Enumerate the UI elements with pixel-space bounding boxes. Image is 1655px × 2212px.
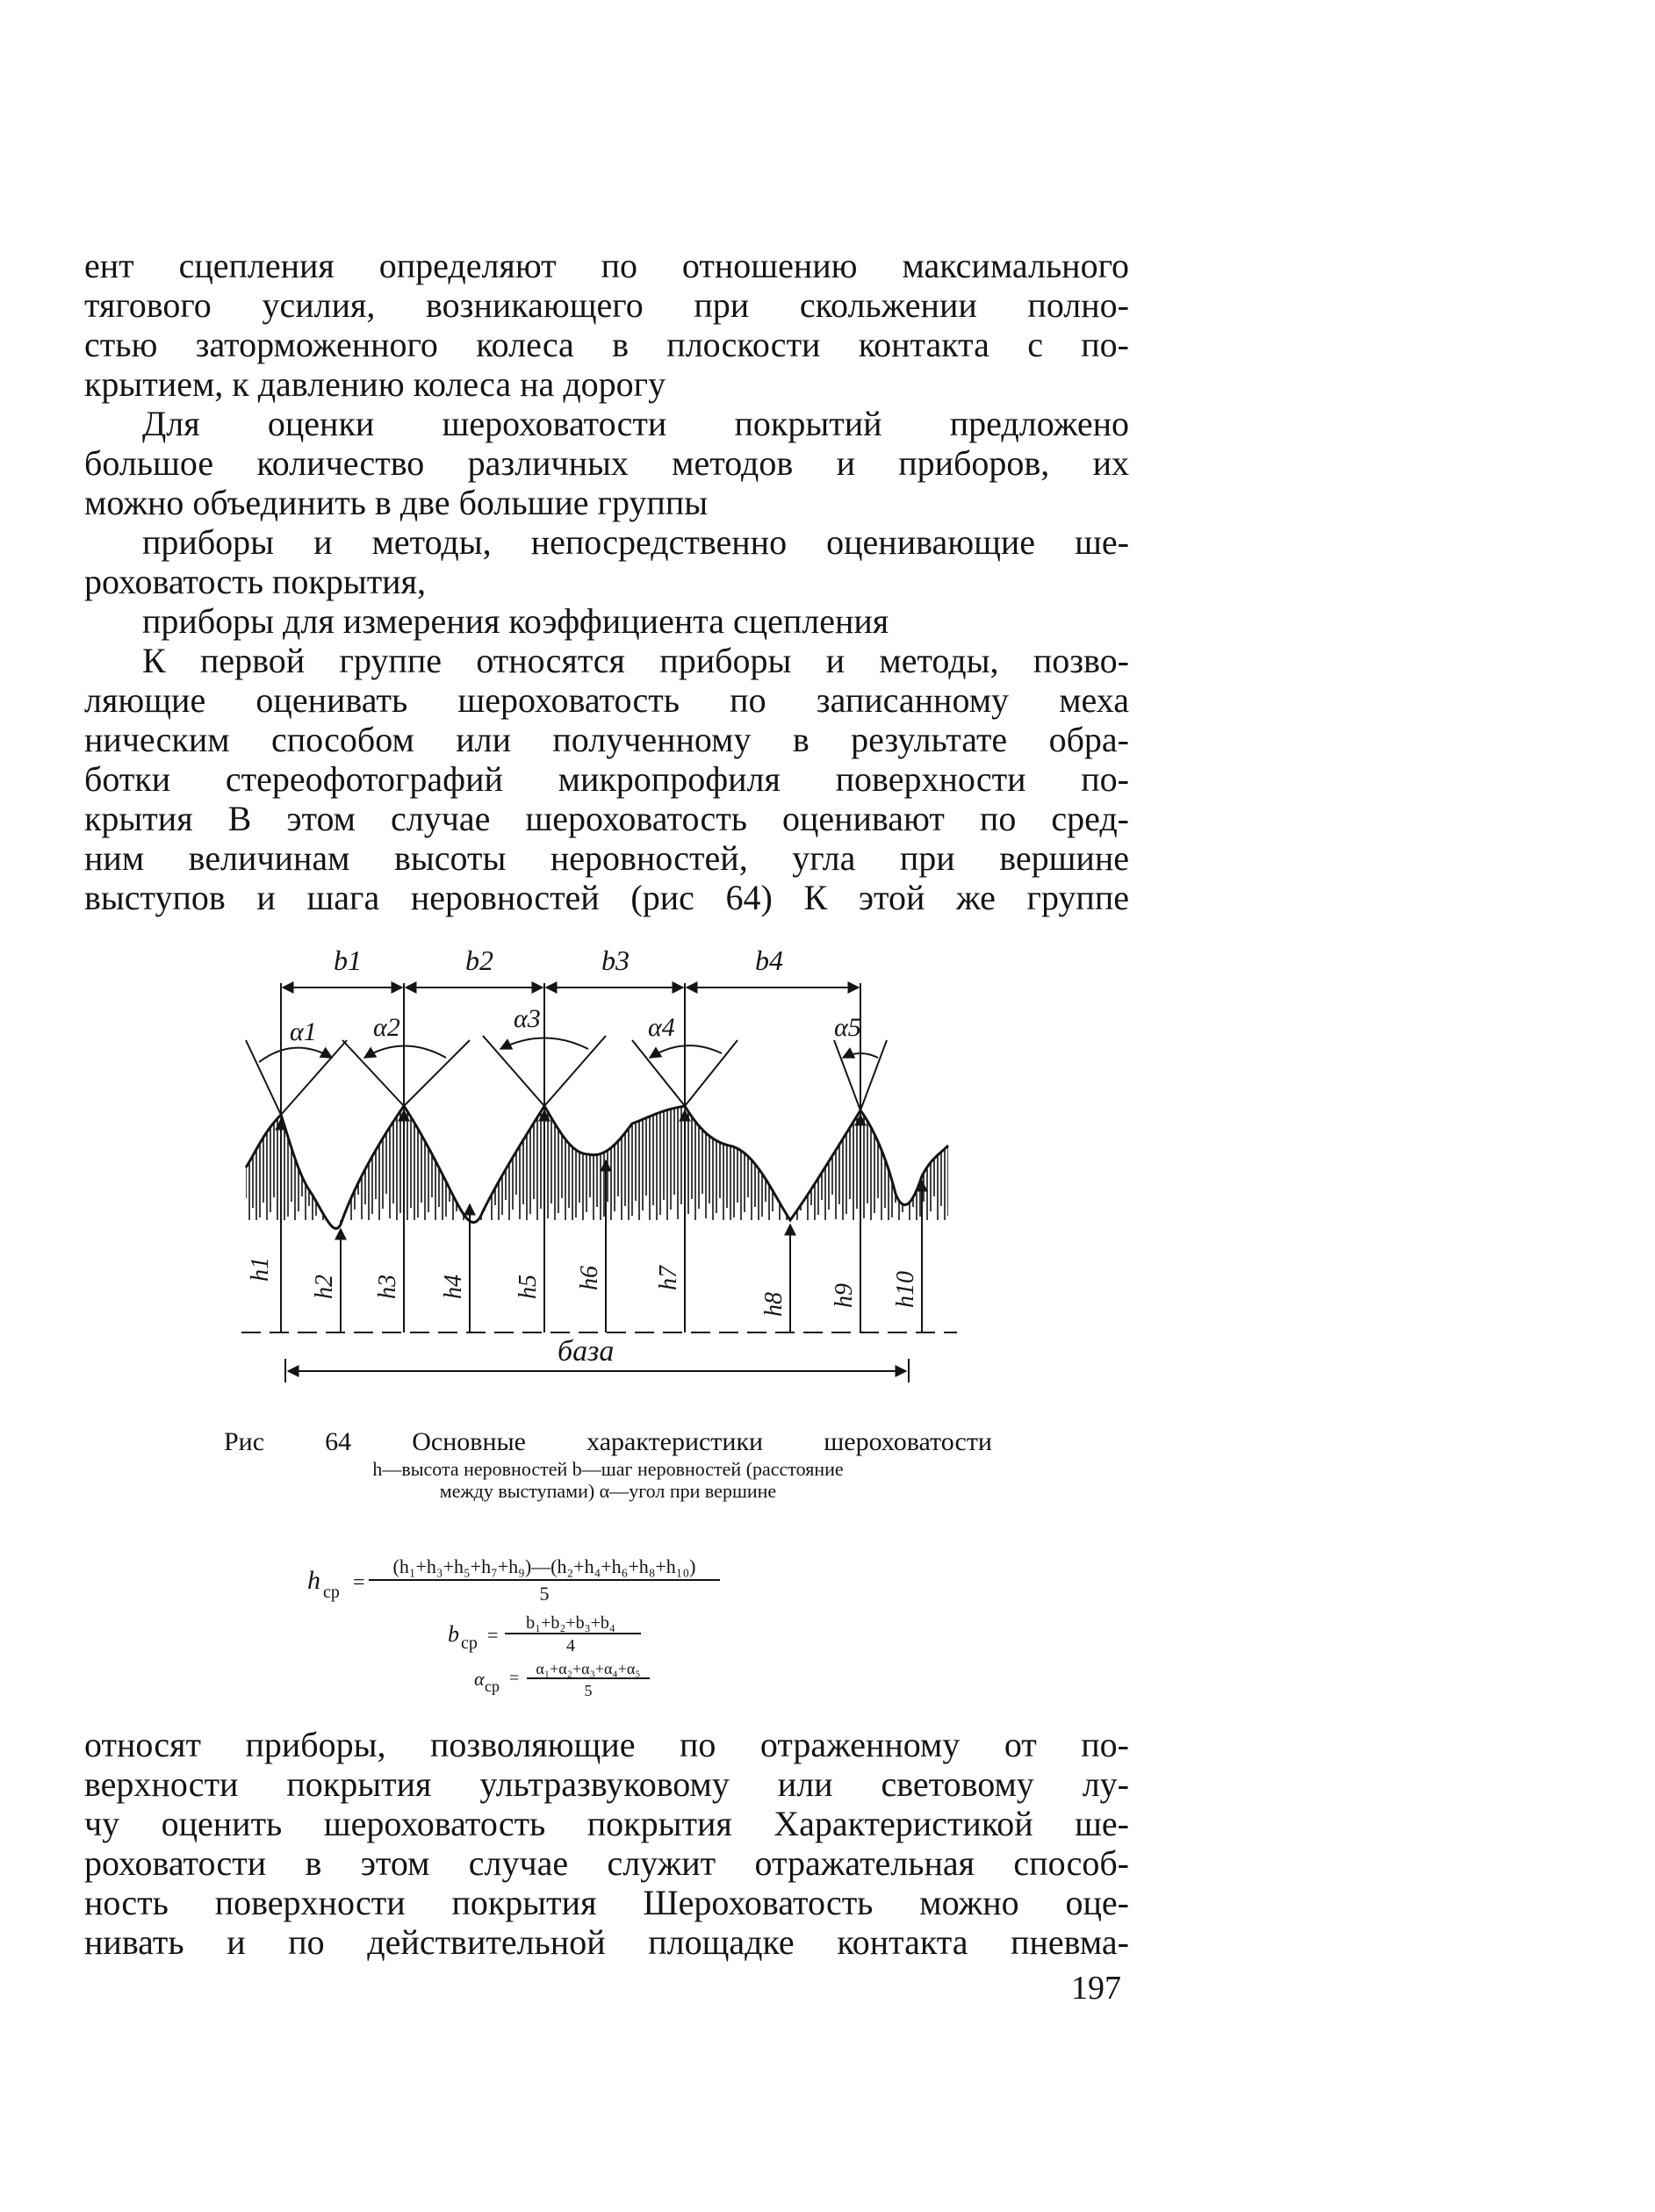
svg-text:=: = bbox=[487, 1624, 499, 1646]
text-line: ляющие оценивать шероховатость по записанному меха bbox=[84, 680, 1129, 720]
alpha2-label: α2 bbox=[373, 1013, 400, 1042]
text-line: верхности покрытия ультразвуковому или световому лу- bbox=[84, 1764, 1129, 1804]
b-formula-sub: ср bbox=[461, 1634, 478, 1653]
figure-caption bbox=[224, 1426, 992, 1502]
text-line: приборы и методы, непосредственно оценивающие ше- bbox=[142, 522, 1129, 562]
caption-line: h—высота неровностей b—шаг неровностей (расстояние bbox=[372, 1458, 844, 1480]
text-line: Для оценки шероховатости покрытий предложено bbox=[142, 404, 1129, 443]
text-line: К первой группе относятся приборы и методы, позво- bbox=[142, 641, 1129, 680]
text-line: нивать и по действительной площадке контакта пневма- bbox=[84, 1922, 1129, 1962]
b-formula-numerator: b₁+b₂+b₃+b₄ bbox=[526, 1613, 615, 1633]
text-line: можно объединить в две большие группы bbox=[84, 483, 709, 522]
h-formula-numerator: (h₁+h₃+h₅+h₇+h₉)—(h₂+h₄+h₆+h₈+h₁₀) bbox=[392, 1555, 696, 1577]
alpha3-label: α3 bbox=[514, 1004, 541, 1033]
b2-label: b2 bbox=[465, 944, 493, 976]
text-line: ность поверхности покрытия Шероховатость можно оце- bbox=[84, 1883, 1129, 1922]
alpha1-label: α1 bbox=[290, 1017, 317, 1046]
b-formula-lhs: b bbox=[448, 1621, 459, 1647]
step-lines bbox=[281, 983, 860, 1115]
a-formula-lhs: α bbox=[474, 1668, 485, 1690]
a-formula-numerator: α₁+α₂+α₃+α₄+α₅ bbox=[536, 1660, 641, 1677]
body-text-bottom bbox=[84, 1725, 1129, 1962]
caption-line: между выступами) α—угол при вершине bbox=[439, 1480, 777, 1502]
h1-label: h1 bbox=[247, 1257, 274, 1282]
h10-label: h10 bbox=[892, 1271, 919, 1308]
b1-label: b1 bbox=[334, 944, 362, 976]
profile-hatching bbox=[246, 1097, 948, 1232]
text-line: чу оценить шероховатость покрытия Характеристикой ше- bbox=[84, 1804, 1129, 1843]
h9-label: h9 bbox=[831, 1283, 858, 1308]
h8-label: h8 bbox=[760, 1292, 788, 1317]
text-line: тягового усилия, возникающего при скольжении полно- bbox=[84, 285, 1129, 325]
text-line: большое количество различных методов и приборов, их bbox=[84, 443, 1129, 483]
body-text-top bbox=[84, 246, 1129, 917]
base-label: база bbox=[558, 1335, 615, 1368]
caption-title: Рис 64 Основные характеристики шероховатости bbox=[224, 1427, 992, 1456]
text-line: ним величинам высоты неровностей, угла при вершине bbox=[84, 838, 1129, 878]
a-formula-sub: ср bbox=[485, 1677, 500, 1695]
svg-text:=: = bbox=[509, 1669, 520, 1688]
a-formula-denominator: 5 bbox=[584, 1682, 593, 1698]
h5-label: h5 bbox=[514, 1275, 542, 1299]
b4-label: b4 bbox=[755, 944, 783, 976]
alpha4-label: α4 bbox=[648, 1013, 675, 1042]
b3-label: b3 bbox=[601, 944, 630, 976]
text-line: выступов и шага неровностей (рис 64) К этой же группе bbox=[84, 878, 1129, 917]
angle-lines bbox=[246, 1036, 887, 1115]
text-line: роховатости в этом случае служит отражательная способ- bbox=[84, 1843, 1129, 1883]
alpha5-label: α5 bbox=[834, 1013, 861, 1042]
text-line: ент сцепления определяют по отношению максимального bbox=[84, 246, 1129, 285]
h4-label: h4 bbox=[440, 1275, 467, 1299]
svg-text:=: = bbox=[353, 1571, 365, 1594]
h-formula-lhs: h bbox=[307, 1566, 320, 1595]
text-line: ническим способом или полученному в результате обра- bbox=[84, 720, 1129, 759]
h6-label: h6 bbox=[576, 1266, 603, 1290]
b-formula-denominator: 4 bbox=[566, 1636, 575, 1655]
h-formula-sub: ср bbox=[323, 1583, 340, 1602]
text-line: ботки стереофотографий микропрофиля поверхности по- bbox=[84, 759, 1129, 799]
text-line: крытия В этом случае шероховатость оценивают по сред- bbox=[84, 799, 1129, 838]
h2-label: h2 bbox=[311, 1275, 338, 1299]
roughness-figure bbox=[228, 930, 983, 1404]
text-line: стью заторможенного колеса в плоскости контакта с по- bbox=[84, 325, 1129, 364]
text-line: роховатость покрытия, bbox=[84, 562, 426, 601]
formulas bbox=[290, 1540, 992, 1698]
page-number: 197 bbox=[1071, 1970, 1121, 2007]
text-line: крытием, к давлению колеса на дорогу bbox=[84, 364, 666, 404]
h3-label: h3 bbox=[374, 1275, 401, 1299]
text-line: относят приборы, позволяющие по отраженному от по- bbox=[84, 1725, 1129, 1764]
h-formula-denominator: 5 bbox=[539, 1583, 550, 1605]
h7-label: h7 bbox=[655, 1266, 682, 1290]
text-line: приборы для измерения коэффициента сцепления bbox=[142, 601, 889, 641]
